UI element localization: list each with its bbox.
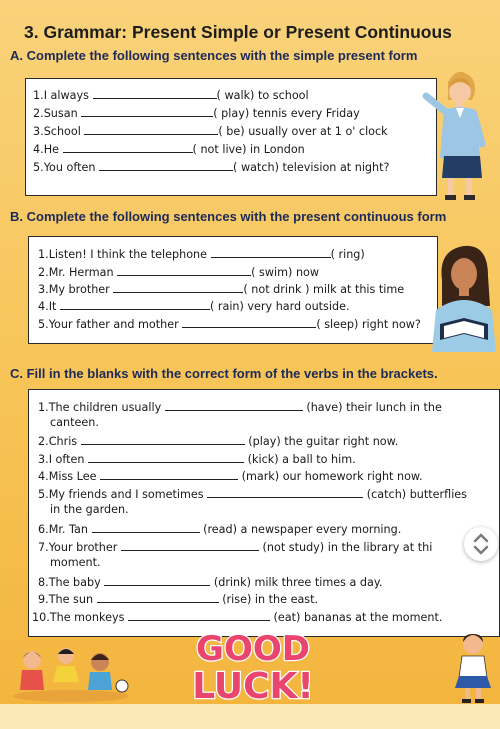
list-item: 9.The sun (rise) in the east.: [38, 593, 319, 606]
list-item: 3.My brother ( not drink ) milk at this time: [38, 283, 405, 296]
teacher-illustration: [420, 62, 500, 204]
answer-blank[interactable]: [211, 246, 331, 258]
answer-blank[interactable]: [128, 609, 270, 621]
good-luck-line1: GOOD: [196, 629, 310, 669]
list-item: 4.Miss Lee (mark) our homework right now.: [38, 470, 423, 483]
answer-blank[interactable]: [117, 264, 251, 276]
answer-blank[interactable]: [182, 316, 316, 328]
section-b-title: B. Complete the following sentences with the present continuous form: [10, 209, 447, 224]
page-title: 3. Grammar: Present Simple or Present Continuous: [24, 22, 452, 42]
answer-blank[interactable]: [99, 159, 233, 171]
list-item: 3.I often (kick) a ball to him.: [38, 453, 356, 466]
list-item: 3.School ( be) usually over at 1 o' clock: [33, 125, 388, 138]
section-c-title: C. Fill in the blanks with the correct form of the verbs in the brackets.: [10, 366, 438, 381]
list-item: 8.The baby (drink) milk three times a day.: [38, 576, 383, 589]
answer-blank[interactable]: [60, 298, 210, 310]
answer-blank[interactable]: [81, 105, 213, 117]
answer-blank[interactable]: [100, 468, 238, 480]
scroll-button[interactable]: [464, 527, 498, 561]
list-item: 2.Mr. Herman ( swim) now: [38, 266, 320, 279]
answer-blank[interactable]: [113, 281, 243, 293]
list-item: 10.The monkeys (eat) bananas at the moment.: [32, 611, 443, 624]
schoolgirl-illustration: [448, 630, 498, 704]
answer-blank[interactable]: [63, 141, 193, 153]
list-item: 1.Listen! I think the telephone ( ring): [38, 248, 365, 261]
list-item: 1.The children usually (have) their lunch in the: [38, 401, 442, 414]
answer-blank[interactable]: [84, 123, 218, 135]
answer-blank[interactable]: [93, 87, 217, 99]
list-item: 1.I always ( walk) to school: [33, 89, 309, 102]
good-luck-line2: LUCK!: [192, 666, 314, 704]
bottom-strip: [0, 704, 500, 729]
children-illustration: [10, 646, 132, 702]
list-item: 2.Susan ( play) tennis every Friday: [33, 107, 360, 120]
list-item: 5.My friends and I sometimes (catch) butterflies: [38, 488, 468, 501]
answer-blank[interactable]: [165, 399, 303, 411]
list-item-continuation: canteen.: [50, 416, 99, 429]
section-a-title: A. Complete the following sentences with the simple present form: [10, 48, 418, 63]
reading-woman-illustration: [428, 240, 500, 352]
list-item: 7.Your brother (not study) in the library at thi: [38, 541, 433, 554]
list-item: 5.You often ( watch) television at night?: [33, 161, 390, 174]
answer-blank[interactable]: [121, 539, 259, 551]
answer-blank[interactable]: [104, 574, 210, 586]
good-luck-graphic: [188, 624, 318, 704]
list-item: 6.Mr. Tan (read) a newspaper every morning.: [38, 523, 402, 536]
answer-blank[interactable]: [81, 433, 245, 445]
list-item-continuation: in the garden.: [50, 503, 129, 516]
up-down-chevron-icon: [464, 527, 498, 561]
list-item-continuation: moment.: [50, 556, 101, 569]
list-item: 5.Your father and mother ( sleep) right now?: [38, 318, 421, 331]
answer-blank[interactable]: [207, 486, 363, 498]
answer-blank[interactable]: [97, 591, 219, 603]
list-item: 4.He ( not live) in London: [33, 143, 305, 156]
answer-blank[interactable]: [92, 521, 200, 533]
list-item: 4.It ( rain) very hard outside.: [38, 300, 350, 313]
list-item: 2.Chris (play) the guitar right now.: [38, 435, 399, 448]
answer-blank[interactable]: [88, 451, 244, 463]
